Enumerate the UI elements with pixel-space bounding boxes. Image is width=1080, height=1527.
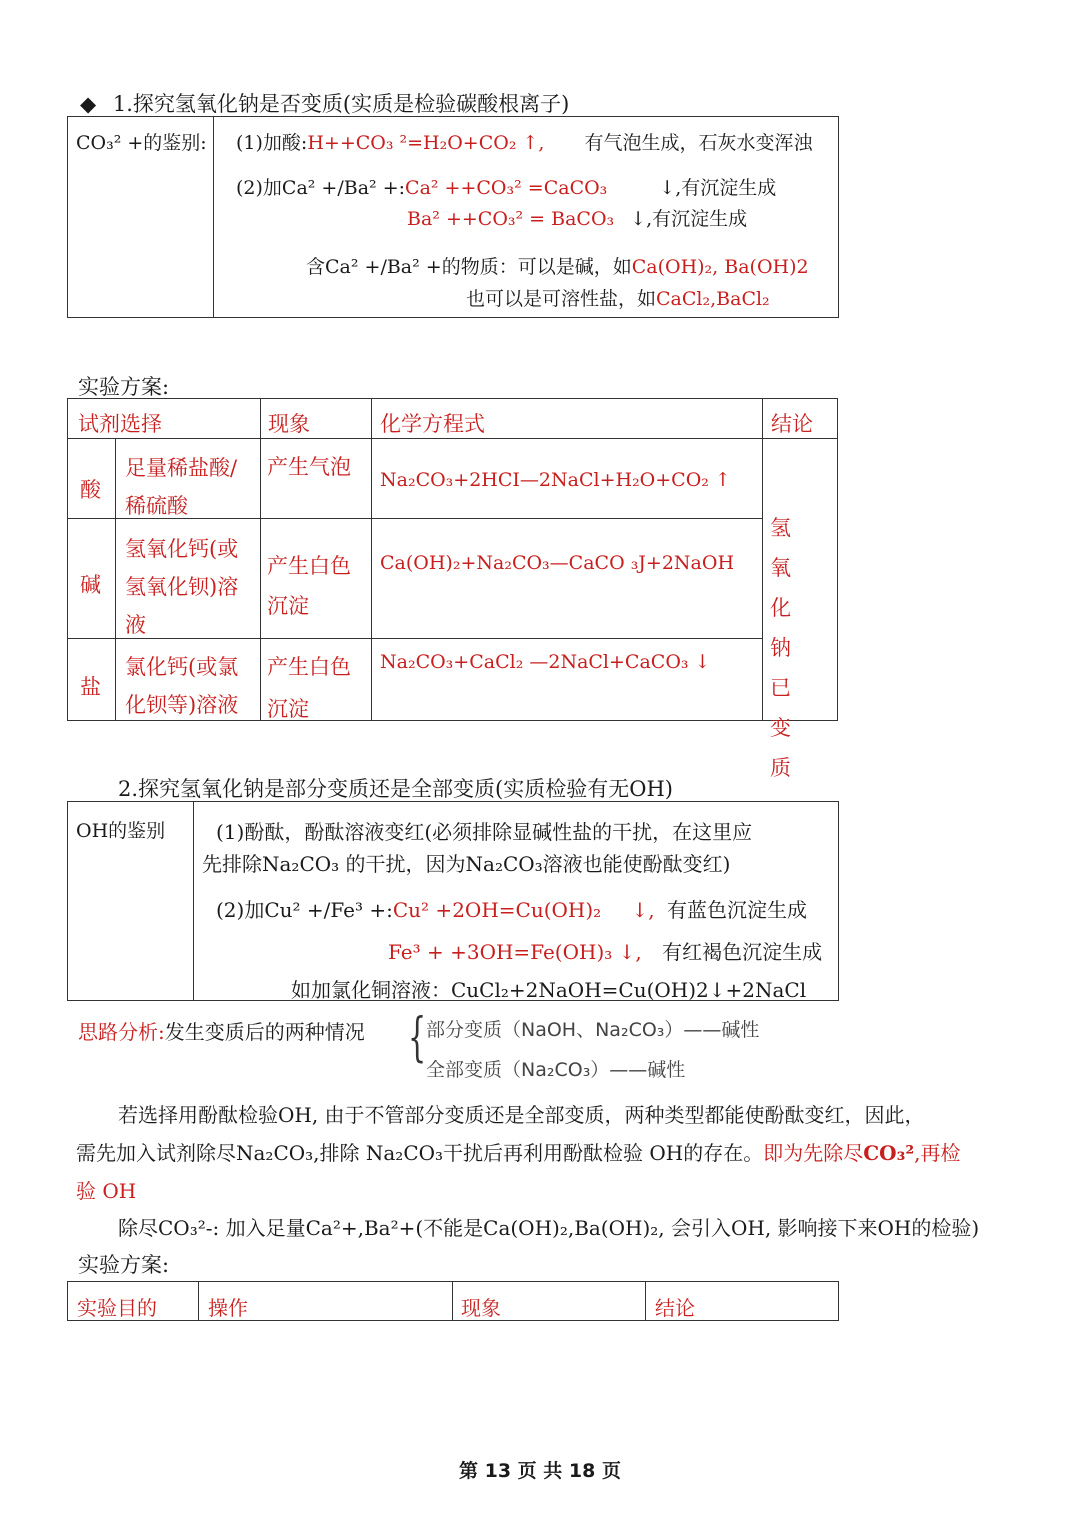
soluble-line — [466, 284, 770, 311]
acid-result: 有气泡生成，石灰水变浑浊 — [584, 132, 813, 154]
analysis-para2 — [76, 1137, 960, 1166]
plan1-conclusion: 氢氧化钠已变质 — [770, 516, 805, 780]
plan2-header-conclusion: 结论 — [655, 1296, 695, 1320]
row1-reagent: 足量稀盐酸/稀硫酸 — [125, 456, 238, 518]
acid-equation: H++CO₃ ²=H₂O+CO₂ ↑, — [307, 132, 545, 154]
ion-prefix: (2)加Cu² +/Fe³ +: — [216, 898, 393, 922]
header-conclusion: 结论 — [771, 412, 813, 436]
brace-icon: { — [408, 1008, 427, 1068]
oh-label: OH的鉴别 — [76, 820, 166, 842]
col-line — [198, 1281, 199, 1321]
page-number: 第 13 页 共 18 页 — [459, 1460, 621, 1482]
row2-reagent: 氢氧化钙(或氢氧化钡)溶液 — [125, 537, 239, 637]
co3-label: CO₃² +的鉴别: — [76, 132, 207, 154]
plan2-header-purpose: 实验目的 — [77, 1296, 157, 1320]
analysis-para2-text: 需先加入试剂除尽Na₂CO₃,排除 Na₂CO₃干扰后再利用酚酞检验 OH的存在。 — [76, 1141, 764, 1165]
case-full: 全部变质（Na₂CO₃）——碱性 — [426, 1059, 686, 1081]
row1-equation: Na₂CO₃+2HCI—2NaCl+H₂O+CO₂ ↑ — [380, 469, 731, 491]
contain-line — [306, 252, 809, 279]
analysis-para2-red-a: 即为先除尽 — [763, 1141, 864, 1165]
salt-equation-2: Ba² ++CO₃² = BaCO₃ — [407, 208, 615, 230]
header-phenomenon: 现象 — [268, 412, 310, 436]
analysis-para2-red-b: CO₃² — [863, 1141, 915, 1165]
row3-phenomenon: 产生白色沉淀 — [267, 655, 351, 721]
analysis-para4: 除尽CO₃²-: 加入足量Ca²+,Ba²+(不能是Ca(OH)₂,Ba(OH)₂, 会引入OH, 影响接下来OH的检验) — [118, 1216, 980, 1240]
section2-title: 2.探究氢氧化钠是部分变质还是全部变质(实质检验有无OH) — [118, 777, 673, 801]
col-line — [762, 398, 763, 721]
plan2-table — [67, 1281, 839, 1321]
row3-equation: Na₂CO₃+CaCl₂ —2NaCl+CaCO₃ ↓ — [380, 651, 711, 673]
analysis-para2-red-c: ,再检 — [914, 1141, 961, 1165]
plan2-header-operation: 操作 — [208, 1296, 248, 1320]
row2-equation: Ca(OH)₂+Na₂CO₃—CaCO ₃J+2NaOH — [380, 552, 735, 574]
salt-result-1: ↓,有沉淀生成 — [659, 177, 777, 199]
cu-arrow: ↓, — [631, 898, 655, 922]
analysis-para3: 验 OH — [76, 1179, 137, 1203]
soluble-prefix: 也可以是可溶性盐，如 — [466, 288, 657, 310]
section1-title: 1.探究氢氧化钠是否变质(实质是检验碳酸根离子) — [112, 92, 570, 116]
divider — [213, 116, 214, 318]
plan2-header-phenomenon: 现象 — [461, 1296, 501, 1320]
analysis-para1: 若选择用酚酞检验OH, 由于不管部分变质还是全部变质，两种类型都能使酚酞变红，因此， — [118, 1103, 925, 1127]
header-reagent: 试剂选择 — [78, 412, 162, 436]
col-line — [371, 398, 372, 721]
cu-result: 有蓝色沉淀生成 — [667, 898, 807, 922]
divider — [193, 801, 194, 1001]
contain-bases: Ca(OH)₂, Ba(OH)2 — [631, 256, 809, 278]
acid-test-line — [236, 128, 813, 155]
fe-result: 有红褐色沉淀生成 — [662, 940, 823, 964]
case-partial: 部分变质（NaOH、Na₂CO₃）——碱性 — [426, 1019, 760, 1041]
oh-line2: 先排除Na₂CO₃ 的干扰，因为Na₂CO₃溶液也能使酚酞变红) — [202, 852, 731, 876]
analysis-line — [78, 1016, 365, 1045]
cu-line — [216, 894, 807, 923]
fe-equation: Fe³ + +3OH=Fe(OH)₃ ↓, — [388, 940, 642, 964]
plan2-heading: 实验方案: — [78, 1253, 170, 1277]
row3-category: 盐 — [80, 675, 101, 699]
analysis-label: 思路分析: — [78, 1020, 165, 1044]
row2-phenomenon: 产生白色沉淀 — [267, 554, 351, 618]
salt-prefix: (2)加Ca² +/Ba² +: — [236, 177, 406, 199]
header-equation: 化学方程式 — [380, 412, 485, 436]
cucl2-example: 如加氯化铜溶液：CuCl₂+2NaOH=Cu(OH)2↓+2NaCl — [291, 978, 807, 1002]
fe-line — [388, 936, 822, 965]
salt-equation-1: Ca² ++CO₃² =CaCO₃ — [405, 177, 608, 199]
cu-equation: Cu² +2OH=Cu(OH)₂ — [392, 898, 602, 922]
col-line — [645, 1281, 646, 1321]
col-line — [260, 398, 261, 721]
acid-prefix: (1)加酸: — [236, 132, 308, 154]
salt-result-2: ↓,有沉淀生成 — [630, 208, 748, 230]
oh-line1: (1)酚酞，酚酞溶液变红(必须排除显碱性盐的干扰，在这里应 — [216, 820, 753, 844]
row3-reagent: 氯化钙(或氯化钡等)溶液 — [125, 655, 239, 717]
row2-category: 碱 — [80, 573, 101, 597]
row-line — [67, 438, 838, 439]
row1-phenomenon: 产生气泡 — [267, 455, 351, 479]
salt-test-line-1 — [236, 173, 776, 200]
section1-heading — [80, 88, 569, 118]
col-line — [115, 438, 116, 721]
plan1-heading: 实验方案: — [78, 375, 170, 399]
row1-category: 酸 — [80, 478, 101, 502]
analysis-text: 发生变质后的两种情况 — [164, 1020, 365, 1044]
bullet-icon: ◆ — [80, 92, 97, 116]
salt-test-line-2 — [407, 204, 747, 231]
soluble-salts: CaCl₂,BaCl₂ — [656, 288, 770, 310]
contain-prefix: 含Ca² +/Ba² +的物质：可以是碱，如 — [306, 256, 632, 278]
col-line — [452, 1281, 453, 1321]
